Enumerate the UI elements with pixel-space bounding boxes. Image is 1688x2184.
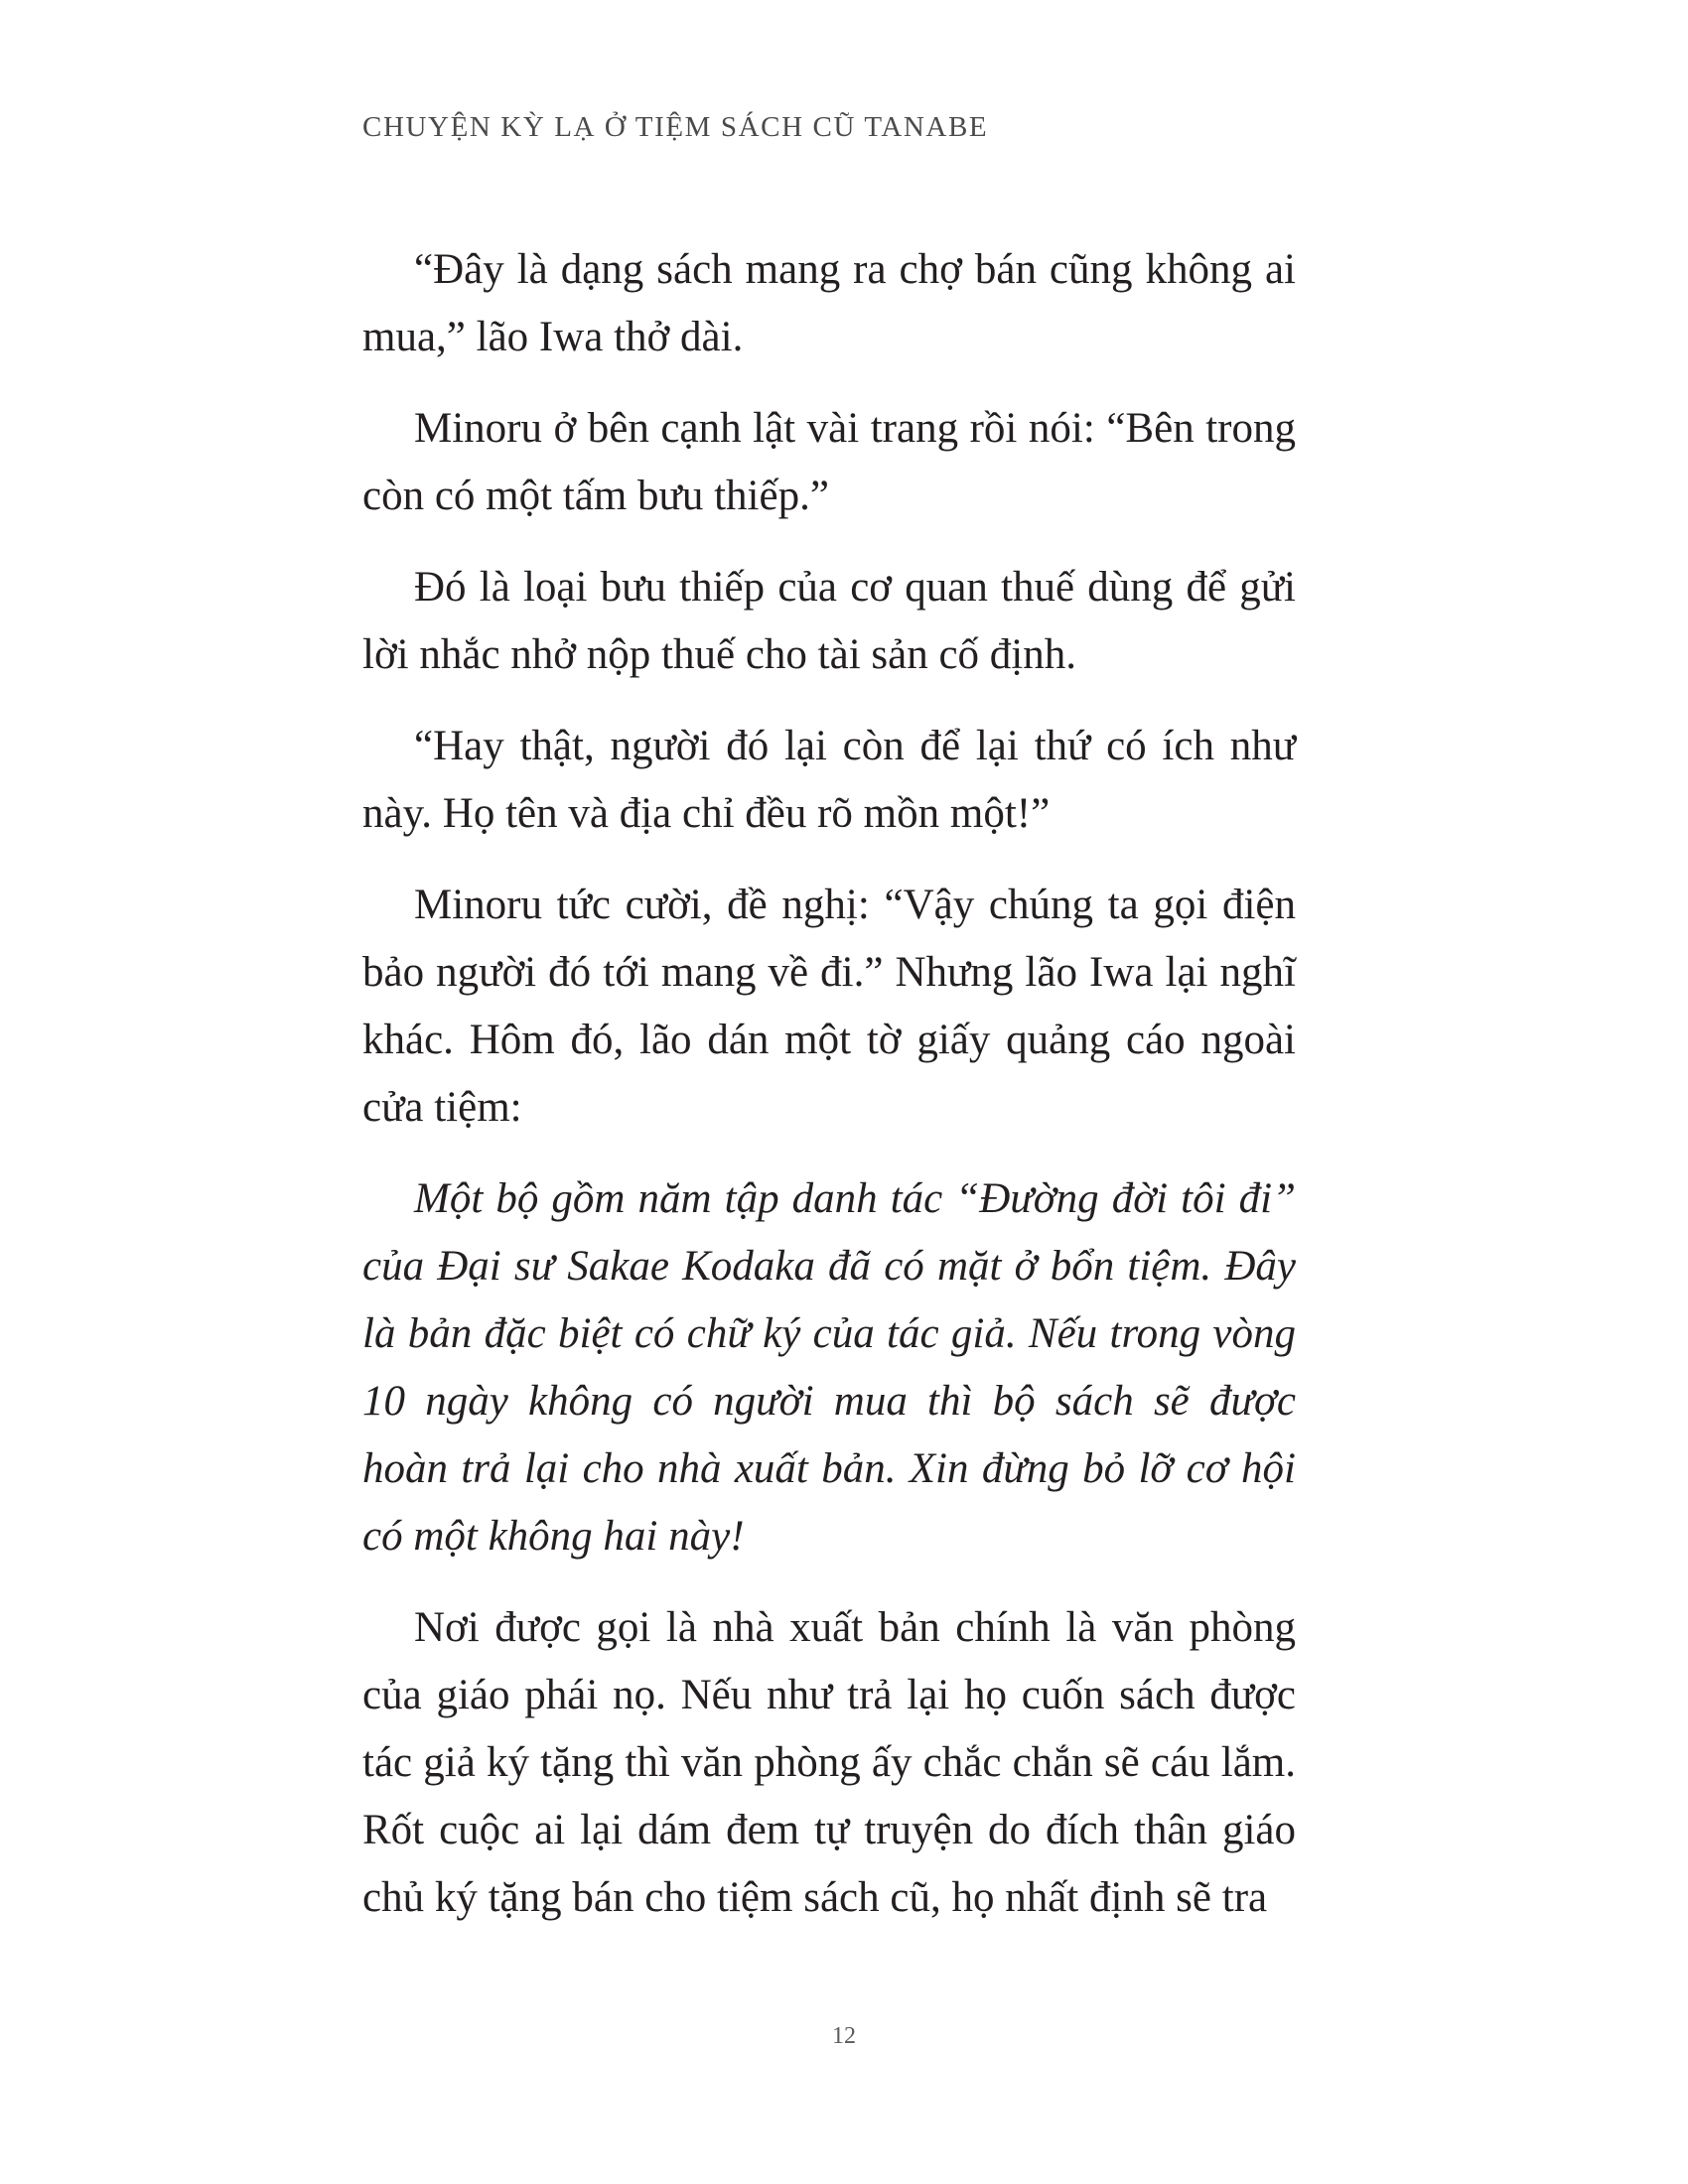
page-number: 12 [832, 2023, 856, 2049]
running-header: CHUYỆN KỲ LẠ Ở TIỆM SÁCH CŨ TANABE [362, 111, 989, 143]
paragraph: “Đây là dạng sách mang ra chợ bán cũng không ai mua,” lão Iwa thở dài. [362, 246, 1296, 360]
paragraph: Minoru tức cười, đề nghị: “Vậy chúng ta gọi điện bảo người đó tới mang về đi.” Nhưng lão Iwa lại nghĩ khác. Hôm đó, lão dán một tờ giấy quảng cáo ngoài cửa tiệm: [362, 882, 1296, 1131]
page-body [362, 236, 1296, 1956]
paragraph: “Hay thật, người đó lại còn để lại thứ có ích như này. Họ tên và địa chỉ đều rõ mồn một!” [362, 723, 1296, 837]
paragraph: Nơi được gọi là nhà xuất bản chính là văn phòng của giáo phái nọ. Nếu như trả lại họ cuốn sách được tác giả ký tặng thì văn phòng ấy chắc chắn sẽ cáu lắm. Rốt cuộc ai lại dám đem tự truyện do đích thân giáo chủ ký tặng bán cho tiệm sách cũ, họ nhất định sẽ tra [362, 1604, 1296, 1921]
paragraph: Đó là loại bưu thiếp của cơ quan thuế dùng để gửi lời nhắc nhở nộp thuế cho tài sản cố định. [362, 564, 1296, 678]
advertisement-notice: Một bộ gồm năm tập danh tác “Đường đời tôi đi” của Đại sư Sakae Kodaka đã có mặt ở bổn tiệm. Đây là bản đặc biệt có chữ ký của tác giả. Nếu trong vòng 10 ngày không có người mua thì bộ sách sẽ được hoàn trả lại cho nhà xuất bản. Xin đừng bỏ lỡ cơ hội có một không hai này! [362, 1175, 1296, 1560]
paragraph: Minoru ở bên cạnh lật vài trang rồi nói: “Bên trong còn có một tấm bưu thiếp.” [362, 405, 1296, 519]
